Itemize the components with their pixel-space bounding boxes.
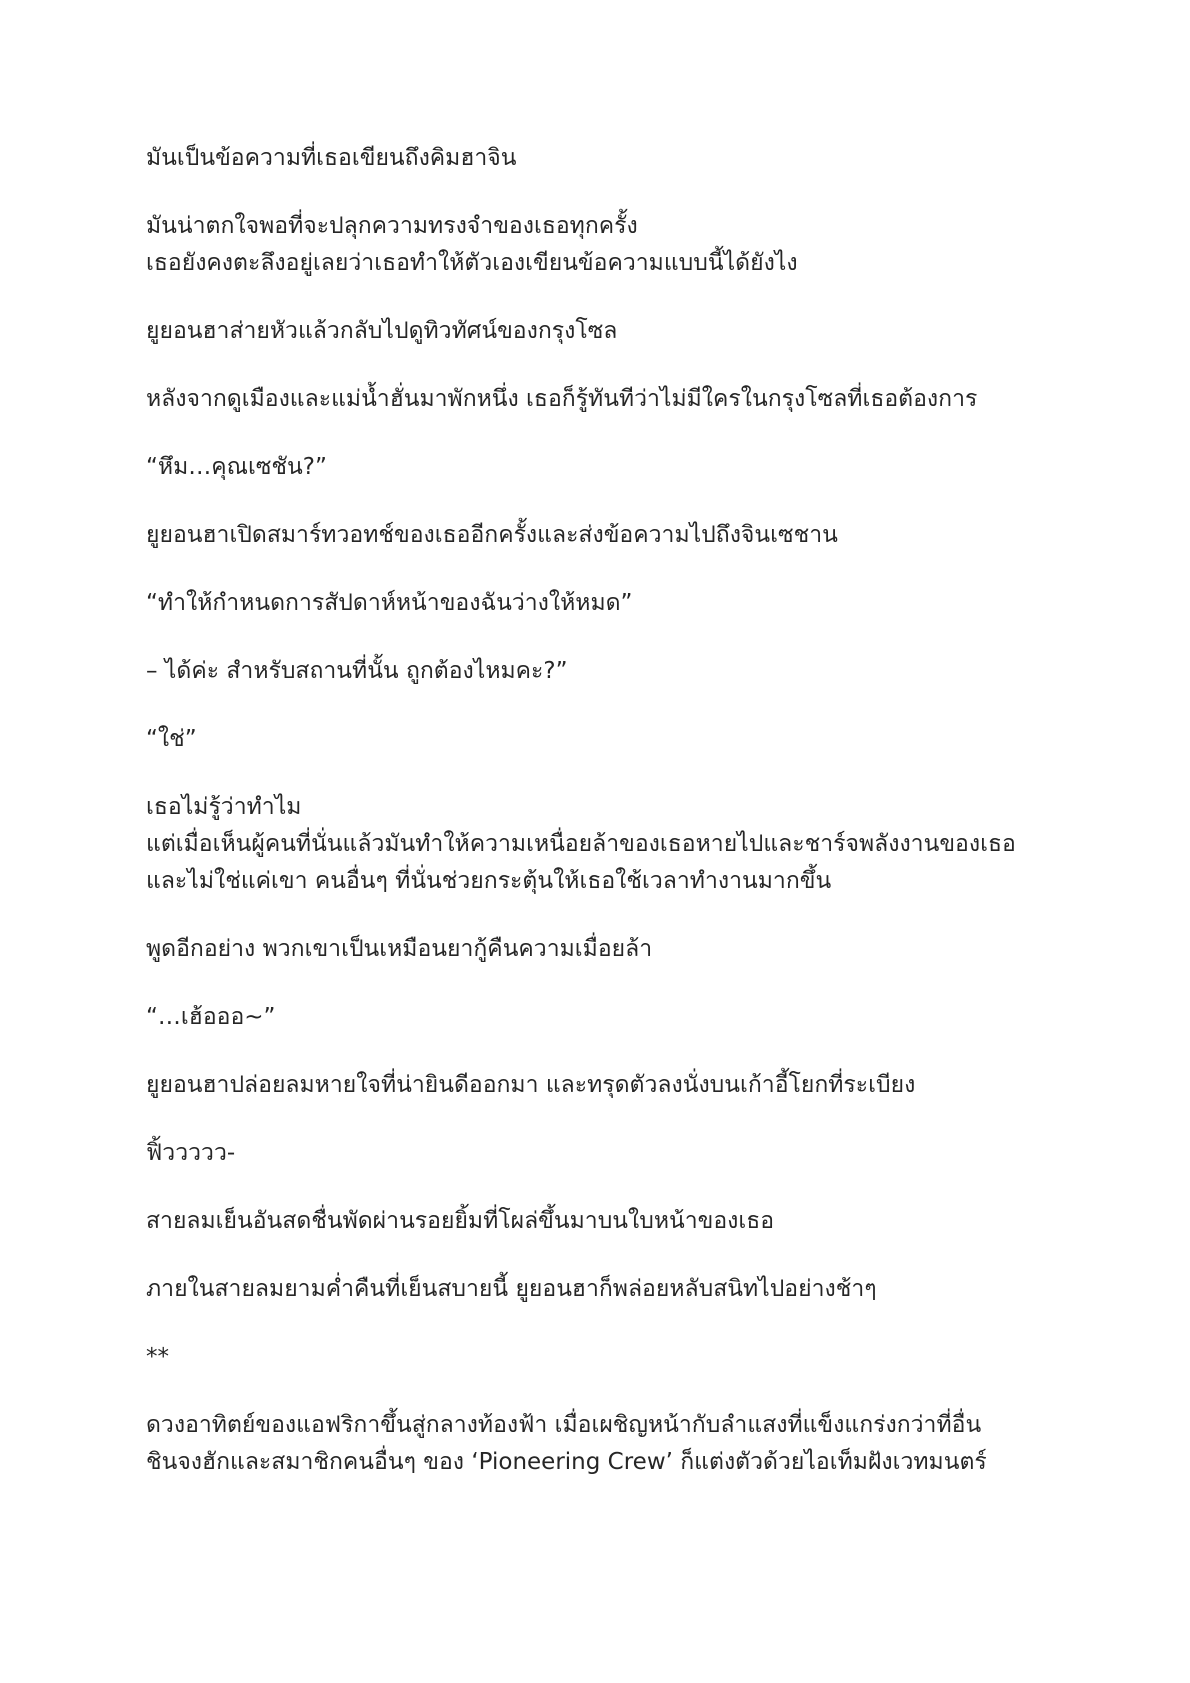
paragraph (146, 931, 1086, 968)
text-line: “ทำให้กำหนดการสัปดาห์หน้าของฉันว่างให้หมด” (146, 590, 633, 616)
paragraph (146, 517, 1086, 554)
document-body (146, 140, 1086, 1512)
text-line: “ใช่” (146, 726, 197, 752)
text-line: เธอยังคงตะลึงอยู่เลยว่าเธอทำให้ตัวเองเขียนข้อความแบบนี้ได้ยังไง (146, 250, 798, 276)
text-line: ** (146, 1344, 169, 1370)
paragraph (146, 208, 1086, 282)
text-line: หลังจากดูเมืองและแม่น้ำฮั่นมาพักหนึ่ง เธอก็รู้ทันทีว่าไม่มีใครในกรุงโซลที่เธอต้องการ (146, 386, 978, 412)
paragraph (146, 789, 1086, 900)
paragraph (146, 449, 1086, 486)
text-line: แต่เมื่อเห็นผู้คนที่นั่นแล้วมันทำให้ความเหนื่อยล้าของเธอหายไปและชาร์จพลังงานของเธอ (146, 831, 1016, 857)
text-line: เธอไม่รู้ว่าทำไม (146, 794, 302, 820)
text-line: ยูยอนฮาส่ายหัวแล้วกลับไปดูทิวทัศน์ของกรุงโซล (146, 318, 618, 344)
text-line: ยูยอนฮาเปิดสมาร์ทวอทช์ของเธออีกครั้งและส่งข้อความไปถึงจินเซชาน (146, 522, 838, 548)
text-line: มันเป็นข้อความที่เธอเขียนถึงคิมฮาจิน (146, 145, 517, 171)
text-line: มันน่าตกใจพอที่จะปลุกความทรงจำของเธอทุกครั้ง (146, 213, 638, 239)
paragraph (146, 1203, 1086, 1240)
paragraph (146, 1271, 1086, 1308)
text-line: ภายในสายลมยามค่ำคืนที่เย็นสบายนี้ ยูยอนฮาก็พล่อยหลับสนิทไปอย่างช้าๆ (146, 1276, 877, 1302)
paragraph (146, 653, 1086, 690)
paragraph (146, 1135, 1086, 1172)
text-line: ดวงอาทิตย์ของแอฟริกาขึ้นสู่กลางท้องฟ้า เมื่อเผชิญหน้ากับลำแสงที่แข็งแกร่งกว่าที่อื่น (146, 1412, 982, 1438)
paragraph (146, 585, 1086, 622)
text-line: และไม่ใช่แค่เขา คนอื่นๆ ที่นั่นช่วยกระตุ้นให้เธอใช้เวลาทำงานมากขึ้น (146, 868, 832, 894)
paragraph (146, 1339, 1086, 1376)
paragraph (146, 721, 1086, 758)
text-line: – ได้ค่ะ สำหรับสถานที่นั้น ถูกต้องไหมคะ?” (146, 658, 568, 684)
paragraph (146, 140, 1086, 177)
text-line: สายลมเย็นอันสดชื่นพัดผ่านรอยยิ้มที่โผล่ขึ้นมาบนใบหน้าของเธอ (146, 1208, 775, 1234)
paragraph (146, 999, 1086, 1036)
text-line: ยูยอนฮาปล่อยลมหายใจที่น่ายินดีออกมา และทรุดตัวลงนั่งบนเก้าอี้โยกที่ระเบียง (146, 1072, 916, 1098)
paragraph (146, 1407, 1086, 1481)
text-line: “…เฮ้อออ~” (146, 1004, 276, 1030)
paragraph (146, 313, 1086, 350)
text-line: พูดอีกอย่าง พวกเขาเป็นเหมือนยากู้คืนความเมื่อยล้า (146, 936, 653, 962)
paragraph (146, 1067, 1086, 1104)
text-line: “หึม…คุณเซชัน?” (146, 454, 327, 480)
text-line: ฟิ้ววววว- (146, 1140, 236, 1166)
paragraph (146, 381, 1086, 418)
text-line: ชินจงฮักและสมาชิกคนอื่นๆ ของ ‘Pioneering Crew’ ก็แต่งตัวด้วยไอเท็มฝังเวทมนตร์ (146, 1449, 987, 1475)
